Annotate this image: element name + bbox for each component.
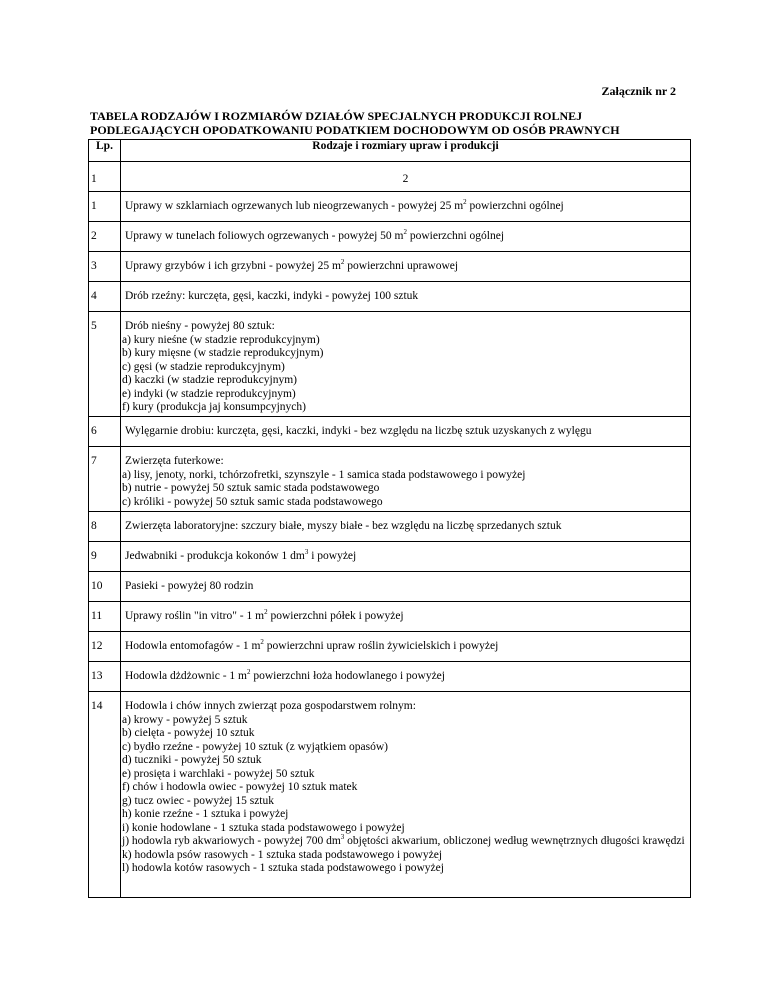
list-item: c) bydło rzeźne - powyżej 10 sztuk (z wyjątkiem opasów)	[122, 740, 389, 753]
list-item: b) kury mięsne (w stadzie reprodukcyjnym)	[122, 347, 324, 359]
row-text: Uprawy w tunelach foliowych ogrzewanych - powyżej 50 $m^2$ powierzchni ogólnej	[121, 222, 691, 252]
row-text: Hodowla i chów innych zwierząt poza gospodarstwem rolnym: a) krowy - powyżej 5 sztuk b) cielęta - powyżej 10 sztuk c) bydło rzeźne - powyżej 10 sztuk (z wyjątkiem opasów) d) tuczniki - powyżej 50 sztuk e) prosięta i warchlaki - powyżej 50 sztuk f) chów i hodowla owiec - powyżej 10 sztuk matek g) tucz owiec - powyżej 15 sztuk h) konie rzeźne - 1 sztuka i powyżej i) konie hodowlane - 1 sztuka stada podstawowego i powyżej j) hodowla ryb akwariowych - powyżej 700 $dm^3$ objętości akwarium, obliczonej według wewnętrznych długości krawędzi k) hodowla psów rasowych - 1 sztuka stada podstawowego i powyżej l) hodowla kotów rasowych - 1 sztuka stada podstawowego i powyżej	[121, 692, 691, 898]
list-item: j) hodowla ryb akwariowych - powyżej 700 $dm^3$ objętości akwarium, obliczonej według wewnętrznych długości krawędzi	[122, 833, 685, 847]
row-text: Zwierzęta futerkowe: a) lisy, jenoty, norki, tchórzofretki, szynszyle - 1 samica stada podstawowego i powyżej b) nutrie - powyżej 50 sztuk samic stada podstawowego c) króliki - powyżej 50 sztuk samic stada podstawowego	[121, 447, 691, 512]
header-rodzaje: Rodzaje i rozmiary upraw i produkcji	[121, 140, 691, 162]
row-text: Uprawy w szklarniach ogrzewanych lub nieogrzewanych - powyżej 25 $m^2$ powierzchni ogólnej	[121, 192, 691, 222]
list-item: a) kury nieśne (w stadzie reprodukcyjnym)	[122, 333, 320, 346]
table-header-row	[89, 140, 691, 162]
table-row	[89, 417, 691, 447]
header-lp: Lp.	[89, 140, 121, 162]
table-row	[89, 512, 691, 542]
row-lp: 11	[89, 602, 121, 632]
row-text: Uprawy roślin "in vitro" - 1 $m^2$ powierzchni półek i powyżej	[121, 602, 691, 632]
table-row	[89, 222, 691, 252]
row-lp: 14	[89, 692, 121, 898]
column-number-row	[89, 162, 691, 192]
row-lp: 2	[89, 222, 121, 252]
list-item: d) tuczniki - powyżej 50 sztuk	[122, 754, 262, 766]
title-line-2: PODLEGAJĄCYCH OPODATKOWANIU PODATKIEM DOCHODOWYM OD OSÓB PRAWNYCH	[90, 123, 620, 137]
table-row	[89, 602, 691, 632]
list-item: d) kaczki (w stadzie reprodukcyjnym)	[122, 374, 297, 386]
row-lp: 4	[89, 282, 121, 312]
title-line-1: TABELA RODZAJÓW I ROZMIARÓW DZIAŁÓW SPECJALNYCH PRODUKCJI ROLNEJ	[90, 109, 583, 123]
list-item: f) chów i hodowla owiec - powyżej 10 sztuk matek	[122, 781, 358, 793]
list-item: b) nutrie - powyżej 50 sztuk samic stada podstawowego	[122, 482, 380, 494]
table-row	[89, 447, 691, 512]
row-text: Pasieki - powyżej 80 rodzin	[121, 572, 691, 602]
list-item: l) hodowla kotów rasowych - 1 sztuka stada podstawowego i powyżej	[122, 862, 444, 874]
list-item: e) indyki (w stadzie reprodukcyjnym)	[122, 387, 296, 400]
list-item: c) króliki - powyżej 50 sztuk samic stada podstawowego	[122, 495, 383, 508]
row-lp: 1	[89, 192, 121, 222]
list-item: a) krowy - powyżej 5 sztuk	[122, 713, 248, 726]
list-item: a) lisy, jenoty, norki, tchórzofretki, szynszyle - 1 samica stada podstawowego i powyżej	[122, 468, 526, 481]
table-row	[89, 282, 691, 312]
table-row	[89, 542, 691, 572]
row-text: Hodowla entomofagów - 1 $m^2$ powierzchni upraw roślin żywicielskich i powyżej	[121, 632, 691, 662]
list-item: c) gęsi (w stadzie reprodukcyjnym)	[122, 360, 285, 373]
row-text: Jedwabniki - produkcja kokonów 1 $dm^3$ i powyżej	[121, 542, 691, 572]
row-lp: 5	[89, 312, 121, 417]
colnum-1: 1	[89, 162, 121, 192]
row-lp: 6	[89, 417, 121, 447]
row-lp: 13	[89, 662, 121, 692]
row-lp: 12	[89, 632, 121, 662]
list-item: h) konie rzeźne - 1 sztuka i powyżej	[122, 808, 289, 820]
table-row	[89, 692, 691, 898]
table-row	[89, 572, 691, 602]
production-table	[88, 139, 691, 898]
list-item: k) hodowla psów rasowych - 1 sztuka stada podstawowego i powyżej	[122, 848, 443, 861]
list-item: i) konie hodowlane - 1 sztuka stada podstawowego i powyżej	[122, 821, 405, 834]
list-item: b) cielęta - powyżej 10 sztuk	[122, 727, 255, 739]
table-row	[89, 662, 691, 692]
list-item: e) prosięta i warchlaki - powyżej 50 sztuk	[122, 767, 315, 780]
row-lp: 8	[89, 512, 121, 542]
row-text: Zwierzęta laboratoryjne: szczury białe, myszy białe - bez względu na liczbę sprzedanych sztuk	[121, 512, 691, 542]
table-row	[89, 632, 691, 662]
row-text: Wylęgarnie drobiu: kurczęta, gęsi, kaczki, indyki - bez względu na liczbę sztuk uzyskanych z wylęgu	[121, 417, 691, 447]
row-text: Drób nieśny - powyżej 80 sztuk: a) kury nieśne (w stadzie reprodukcyjnym) b) kury mięsne (w stadzie reprodukcyjnym) c) gęsi (w stadzie reprodukcyjnym) d) kaczki (w stadzie reprodukcyjnym) e) indyki (w stadzie reprodukcyjnym) f) kury (produkcja jaj konsumpcyjnych)	[121, 312, 691, 417]
row-lp: 3	[89, 252, 121, 282]
colnum-2: 2	[121, 162, 691, 192]
row-lp: 9	[89, 542, 121, 572]
annex-label: Załącznik nr 2	[601, 84, 676, 98]
row-lp: 7	[89, 447, 121, 512]
row-lp: 10	[89, 572, 121, 602]
document-title	[90, 109, 690, 137]
table-row	[89, 192, 691, 222]
row-text: Hodowla dżdżownic - 1 $m^2$ powierzchni łoża hodowlanego i powyżej	[121, 662, 691, 692]
row-text: Drób rzeźny: kurczęta, gęsi, kaczki, indyki - powyżej 100 sztuk	[121, 282, 691, 312]
table-row	[89, 252, 691, 282]
row-text: Uprawy grzybów i ich grzybni - powyżej 25 $m^2$ powierzchni uprawowej	[121, 252, 691, 282]
list-item: f) kury (produkcja jaj konsumpcyjnych)	[122, 401, 306, 413]
table-row	[89, 312, 691, 417]
list-item: g) tucz owiec - powyżej 15 sztuk	[122, 794, 275, 807]
